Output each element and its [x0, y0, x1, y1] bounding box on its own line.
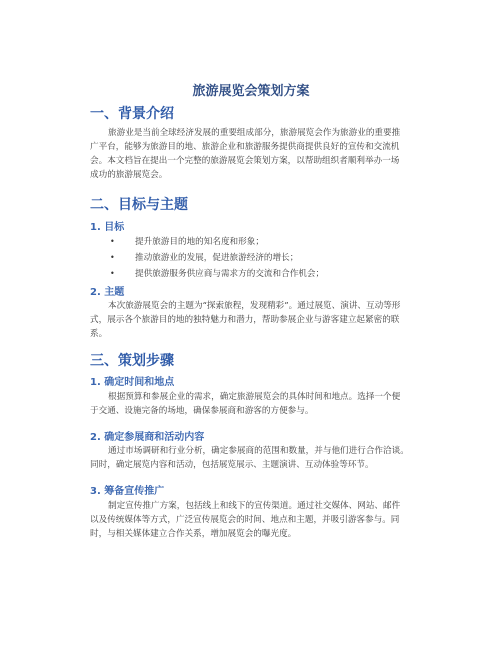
section-heading-planning: 三、策划步骤	[90, 353, 174, 369]
document-page: 旅游展览会策划方案 一、背景介绍 旅游业是当前全球经济发展的重要组成部分，旅游展览会作为旅游业的重要推 广平台，能够为旅游目的地、旅游企业和旅游服务提供商提供良好的宣传和交流机 会。本文档旨在提出一个完整的旅游展览会策划方案，以帮助组织者顺利举办一场 成功的旅游展览会。 二、目标与主题 1. 目标 • 提升旅游目的地的知名度和形象； • 推动旅游业的发展，促进旅游经济的增长； • 提供旅游服务供应商与需求方的交流和合作机会； 2. 主题 本次旅游展览会的主题为“探索旅程，发现精彩”。通过展览、演讲、互动等形 式，展示各个旅游目的地的独特魅力和潜力，帮助参展企业与游客建立起紧密的联 系。 三、策划步骤 1. 确定时间和地点 根据预算和参展企业的需求，确定旅游展览会的具体时间和地点。选择一个便 于交通、设施完备的场地，确保参展商和游客的方便参与。 2. 确定参展商和活动内容 通过市场调研和行业分析，确定参展商的范围和数量，并与他们进行合作洽谈。 同时，确定展览内容和活动，包括展览展示、主题演讲、互动体验等环节。 3. 筹备宣传推广 制定宣传推广方案，包括线上和线下的宣传渠道。通过社交媒体、网站、邮件 以及传统媒体等方式，广泛宣传展览会的时间、地点和主题，并吸引游客参与。同 时，与相关媒体建立合作关系，增加展览会的曝光度。	[0, 0, 502, 649]
paragraph-line: 通过市场调研和行业分析，确定参展商的范围和数量，并与他们进行合作洽谈。	[108, 446, 409, 456]
promotion-paragraph	[90, 499, 430, 541]
paragraph-line: 制定宣传推广方案，包括线上和线下的宣传渠道。通过社交媒体、网站、邮件	[108, 501, 401, 511]
paragraph-line: 系。	[90, 329, 108, 339]
bullet-icon: •	[110, 237, 115, 246]
paragraph-line: 于交通、设施完备的场地，确保参展商和游客的方便参与。	[90, 406, 314, 416]
subheading-time-place: 1. 确定时间和地点	[90, 377, 175, 388]
document-title: 旅游展览会策划方案	[192, 84, 310, 99]
subheading-goals: 1. 目标	[90, 222, 125, 233]
section-heading-background: 一、背景介绍	[90, 106, 174, 122]
subheading-exhibitors: 2. 确定参展商和活动内容	[90, 432, 205, 443]
paragraph-line: 会。本文档旨在提出一个完整的旅游展览会策划方案，以帮助组织者顺利举办一场	[90, 156, 400, 166]
subheading-theme: 2. 主题	[90, 287, 125, 298]
subheading-promotion: 3. 筹备宣传推广	[90, 486, 165, 497]
paragraph-line: 广平台，能够为旅游目的地、旅游企业和旅游服务提供商提供良好的宣传和交流机	[90, 142, 400, 152]
section-heading-goals: 二、目标与主题	[90, 197, 188, 213]
bullet-icon: •	[110, 269, 115, 278]
paragraph-line: 以及传统媒体等方式，广泛宣传展览会的时间、地点和主题，并吸引游客参与。同	[90, 515, 400, 525]
paragraph-line: 本次旅游展览会的主题为“探索旅程，发现精彩”。通过展览、演讲、互动等形	[108, 301, 401, 311]
paragraph-line: 旅游业是当前全球经济发展的重要组成部分，旅游展览会作为旅游业的重要推	[108, 128, 401, 138]
paragraph-line: 根据预算和参展企业的需求，确定旅游展览会的具体时间和地点。选择一个便	[108, 392, 401, 402]
paragraph-line: 时，与相关媒体建立合作关系，增加展览会的曝光度。	[90, 529, 297, 539]
paragraph-line: 式，展示各个旅游目的地的独特魅力和潜力，帮助参展企业与游客建立起紧密的联	[90, 315, 400, 325]
paragraph-line: 成功的旅游展览会。	[90, 170, 168, 180]
time-place-paragraph	[90, 390, 430, 418]
bullet-icon: •	[110, 253, 115, 262]
paragraph-line: 同时，确定展览内容和活动，包括展览展示、主题演讲、互动体验等环节。	[90, 460, 374, 470]
theme-paragraph	[90, 299, 430, 341]
exhibitors-paragraph	[90, 444, 430, 472]
background-paragraph	[90, 126, 430, 182]
